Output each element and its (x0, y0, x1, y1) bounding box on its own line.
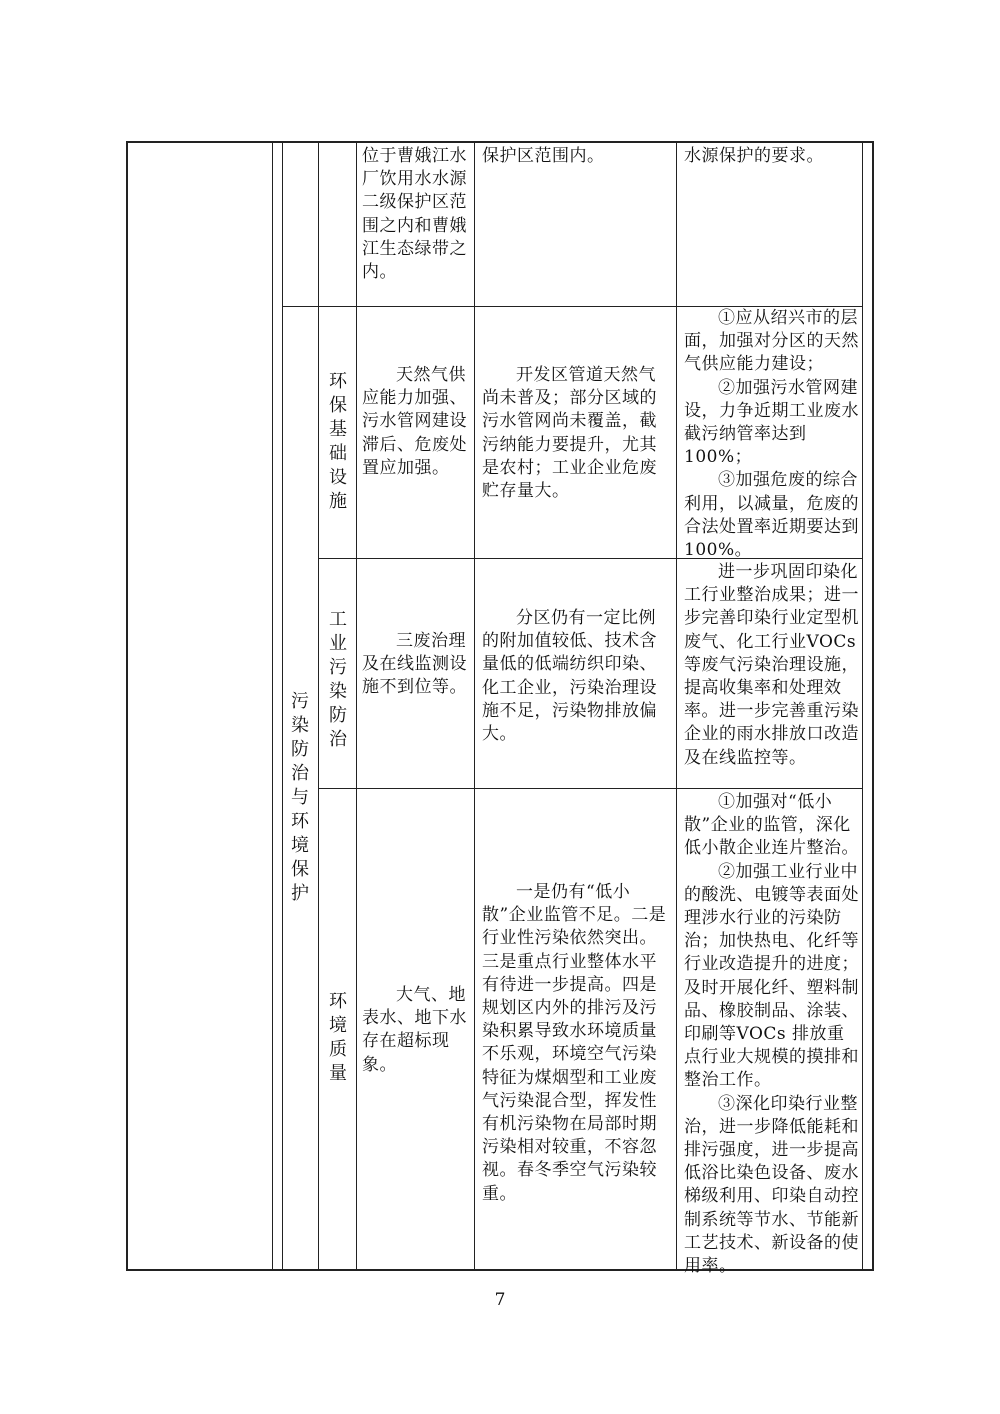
measure-item: ③加强危废的综合利用，以减量，危废的合法处置率近期要达到100%。 (684, 470, 859, 561)
category-label-char: 防 (291, 739, 309, 760)
category-label-char: 护 (291, 883, 309, 904)
category-label-char: 治 (291, 763, 309, 784)
row-label-char: 治 (329, 729, 347, 750)
table-cell-problem (362, 364, 470, 554)
cell-text: 保护区范围内。 (482, 146, 605, 166)
row-label-char: 保 (329, 395, 347, 416)
row-label-char: 污 (329, 657, 347, 678)
measure-item: ③深化印染行业整治，进一步降低能耗和排污强度，进一步提高低浴比染色设备、废水梯级利用、印染自动控制系统等节水、节能新工艺技术、新设备的使用率。 (684, 1093, 859, 1277)
category-label-char: 与 (291, 787, 309, 808)
measure-item: ②加强工业行业中的酸洗、电镀等表面处理涉水行业的污染防治；加快热电、化纤等行业改造提升的进度；及时开展化纤、塑料制品、橡胶制品、涂装、印刷等VOCs 排放重点行业大规模的摸排和整治工作。 (684, 861, 859, 1091)
table-cell-measure (684, 307, 859, 561)
row-label-industrial-pollution (324, 608, 352, 750)
cell-text: 三废治理及在线监测设施不到位等。 (362, 631, 467, 698)
row-label-char: 基 (329, 419, 347, 440)
page-number: 7 (494, 1290, 506, 1310)
category-label-char: 境 (291, 835, 309, 856)
table-cell-problem (362, 145, 470, 305)
category-label-char: 环 (291, 811, 309, 832)
row-label-char: 业 (329, 633, 347, 654)
row-label-char: 质 (329, 1039, 347, 1060)
measure-item: ②加强污水管网建设，力争近期工业废水截污纳管率达到100%； (684, 377, 859, 468)
row-label-char: 施 (329, 491, 347, 512)
table-divider (318, 141, 319, 1271)
row-label-infrastructure (324, 370, 352, 512)
cell-text: 天然气供应能力加强、污水管网建设滞后、危废处置应加强。 (362, 365, 467, 478)
table-divider (272, 141, 273, 1271)
row-label-char: 础 (329, 443, 347, 464)
table-divider (862, 141, 863, 1271)
measure-item: ①加强对“低小散”企业的监管，深化低小散企业连片整治。 (684, 792, 859, 859)
row-label-char: 防 (329, 705, 347, 726)
category-label-char: 污 (291, 691, 309, 712)
table-cell-measure (684, 561, 859, 786)
category-label-char: 保 (291, 859, 309, 880)
row-label-char: 染 (329, 681, 347, 702)
table-cell-measure (684, 145, 859, 305)
cell-text: 水源保护的要求。 (684, 146, 824, 166)
row-divider (318, 788, 862, 789)
table-cell-problem (362, 630, 470, 780)
cell-text: 开发区管道天然气尚未普及；部分区域的污水管网尚未覆盖，截污纳能力要提升，尤其是农村；工业企业危废贮存量大。 (482, 365, 657, 502)
table-divider (676, 141, 677, 1271)
cell-text: 大气、地表水、地下水存在超标现象。 (362, 985, 467, 1075)
cell-text: 位于曹娥江水厂饮用水水源二级保护区范围之内和曹娥江生态绿带之内。 (362, 146, 467, 283)
table-cell-cause (482, 364, 672, 554)
row-label-char: 环 (329, 371, 347, 392)
table-cell-cause (482, 145, 672, 305)
cell-text: 一是仍有“低小散”企业监管不足。二是行业性污染依然突出。三是重点行业整体水平有待进一步提高。四是规划区内外的排污及污染积累导致水环境质量不乐观，环境空气污染特征为煤烟型和工业废气污染混合型，挥发性有机污染物在局部时期污染相对较重，不容忽视。春冬季空气污染较重。 (482, 882, 667, 1204)
row-label-char: 工 (329, 609, 347, 630)
cell-text: 分区仍有一定比例的附加值较低、技术含量低的低端纺织印染、化工企业，污染治理设施不足，污染物排放偏大。 (482, 608, 657, 745)
table-cell-cause (482, 607, 672, 782)
row-label-char: 环 (329, 991, 347, 1012)
table-cell-measure (684, 791, 859, 1277)
table-cell-cause (482, 881, 672, 1204)
row-label-char: 设 (329, 467, 347, 488)
row-label-environment-quality (324, 990, 352, 1090)
table-cell-problem (362, 984, 470, 1084)
category-label (286, 690, 314, 910)
table-divider (282, 141, 283, 1271)
row-label-char: 境 (329, 1015, 347, 1036)
row-label-char: 量 (329, 1063, 347, 1084)
measure-item: ①应从绍兴市的层面，加强对分区的天然气供应能力建设； (684, 308, 859, 375)
table-divider (474, 141, 475, 1271)
table-divider (356, 141, 357, 1271)
category-label-char: 染 (291, 715, 309, 736)
measure-item: 进一步巩固印染化工行业整治成果；进一步完善印染行业定型机废气、化工行业VOCs 等废气污染治理设施，提高收集率和处理效率。进一步完善重污染企业的雨水排放口改造及在线监控等。 (684, 562, 859, 768)
